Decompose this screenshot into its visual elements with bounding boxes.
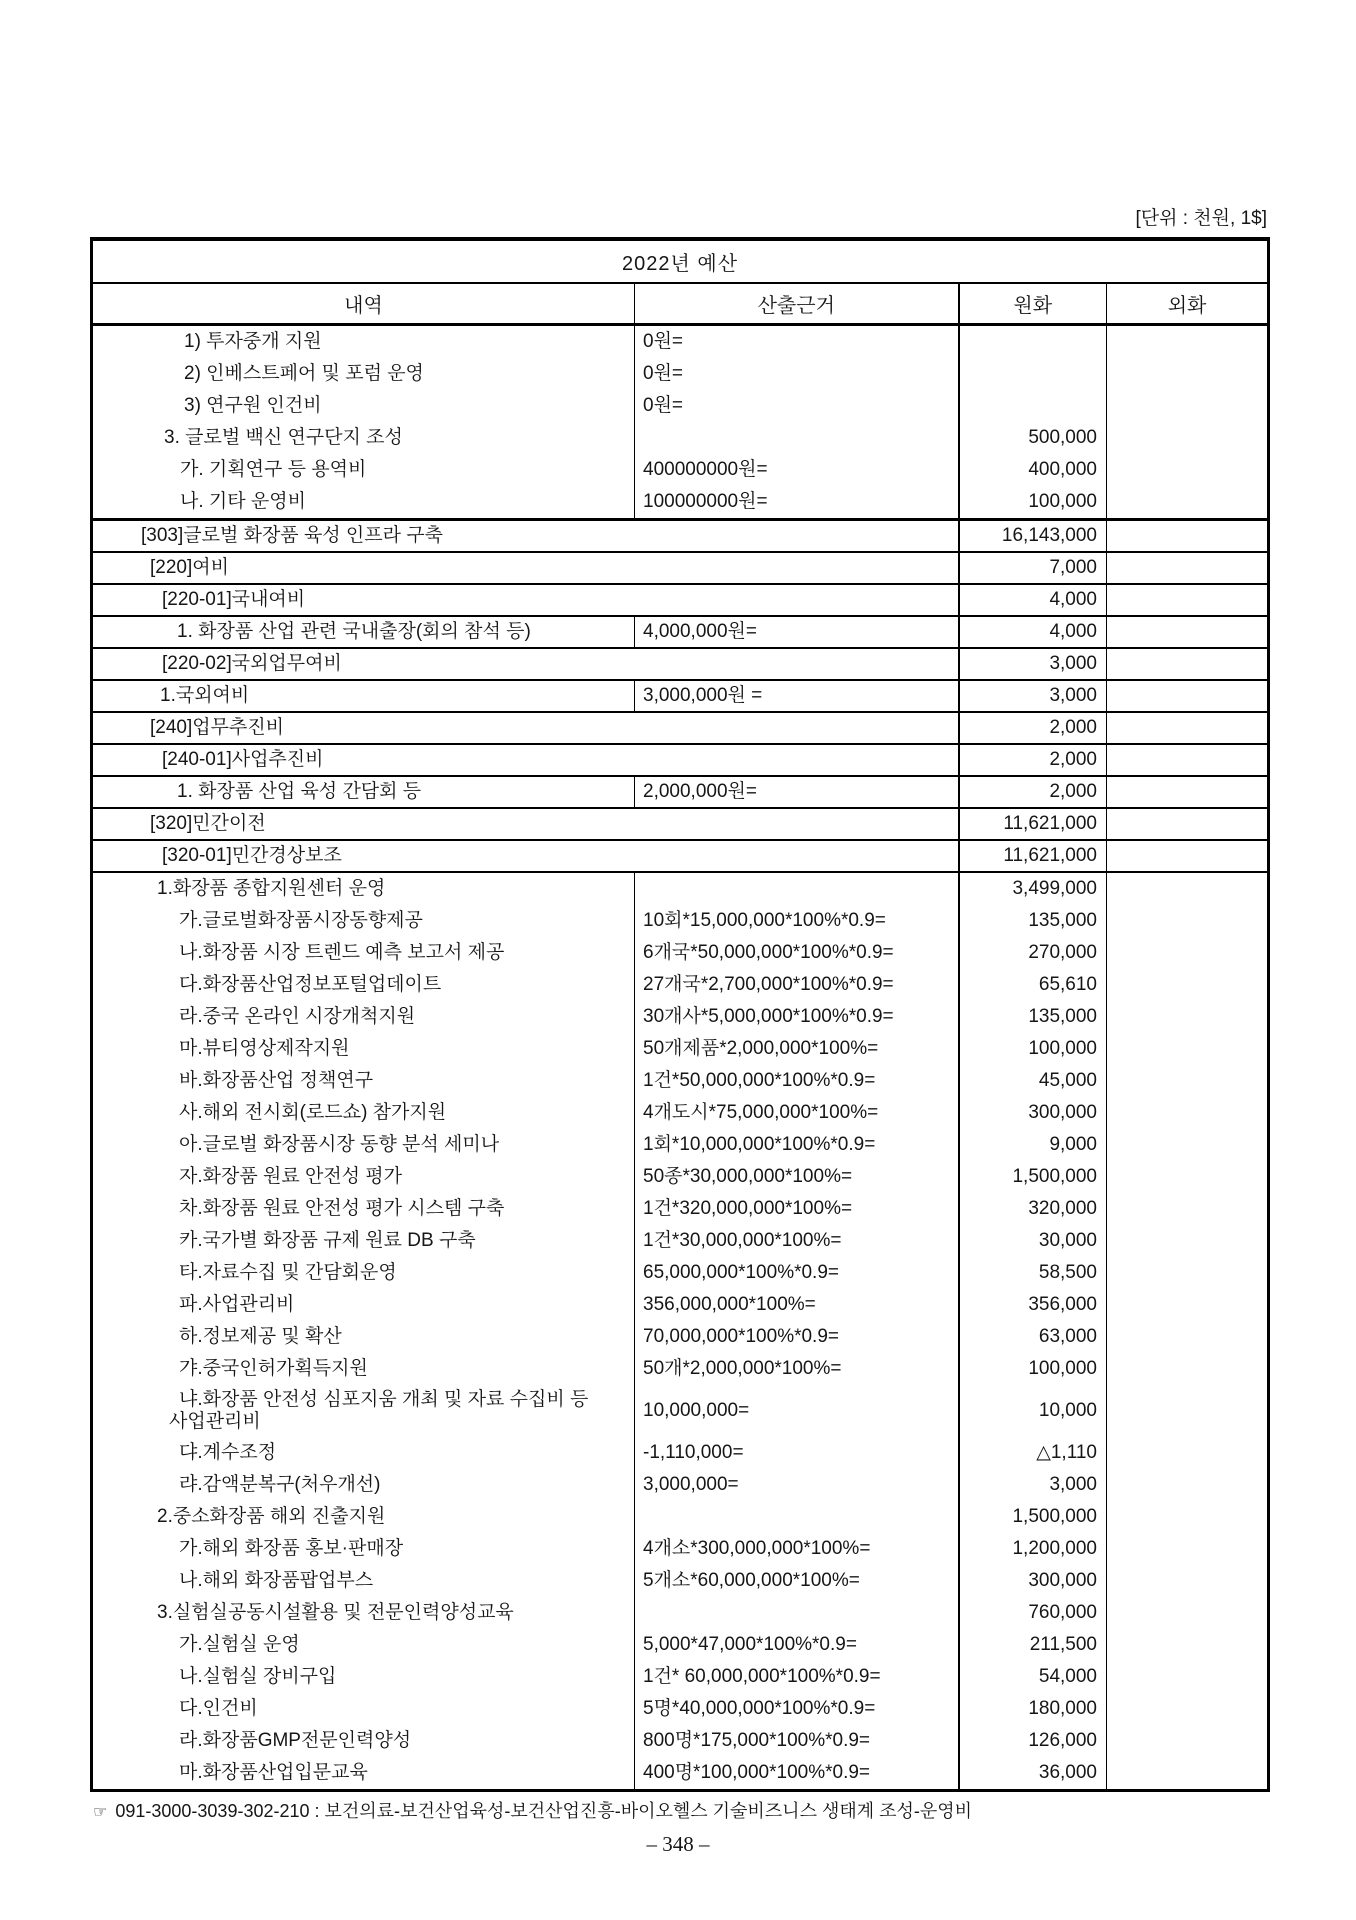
krw-amount: 11,621,000 [959,808,1107,840]
calculation-basis: 6개국*50,000,000*100%*0.9= [643,942,894,963]
foreign-currency-cell [1107,552,1269,584]
group-calc-cell [635,325,959,520]
foreign-currency-cell [1107,520,1269,553]
krw-amount: 2,000 [959,776,1107,808]
item-row [92,680,1269,712]
column-header-calculation-basis: 산출근거 [635,283,959,325]
section-title: [320-01]민간경상보조 [92,840,959,872]
item-title: 나.화장품 시장 트렌드 예측 보고서 제공 [179,942,505,963]
item-title: 1.화장품 종합지원센터 운영 [157,878,386,899]
foreign-currency-cell [1107,712,1269,744]
item-title: 나.해외 화장품팝업부스 [179,1570,374,1591]
pointing-finger-icon: ☞ [93,1804,108,1821]
calculation-basis: 400000000원= [643,459,768,480]
calculation-basis: 356,000,000*100%= [643,1294,816,1315]
item-title: 3) 연구원 인건비 [184,395,322,416]
item-title: 차.화장품 원료 안전성 평가 시스템 구축 [179,1198,505,1219]
calculation-basis: 5개소*60,000,000*100%= [643,1570,860,1591]
calculation-basis [635,422,958,454]
footnote [93,1797,972,1823]
krw-amount: 300,000 [1028,1102,1097,1123]
section-row [92,648,1269,680]
krw-amount: 30,000 [1038,1230,1097,1251]
calculation-basis: 0원= [643,395,684,416]
item-title: 2) 인베스트페어 및 포럼 운영 [184,363,424,384]
krw-amount: 135,000 [1028,910,1097,931]
item-title-line1: 냐.화장품 안전성 심포지움 개최 및 자료 수집비 등 [179,1389,589,1410]
item-title: 가.해외 화장품 홍보·판매장 [179,1538,404,1559]
calculation-basis: 3,000,000원 = [635,680,959,712]
section-title: [240-01]사업추진비 [92,744,959,776]
calculation-basis: 5,000*47,000*100%*0.9= [643,1634,857,1655]
calculation-basis: 50개제품*2,000,000*100%= [643,1038,879,1059]
item-title: 타.자료수집 및 간담회운영 [179,1262,397,1283]
item-title: 다.인건비 [179,1698,258,1719]
calculation-basis: 100000000원= [643,491,768,512]
calculation-basis: 70,000,000*100%*0.9= [643,1326,839,1347]
item-row [92,616,1269,648]
foreign-currency-cell [1107,648,1269,680]
section-title: [320]민간이전 [92,808,959,840]
item-title: 1. 화장품 산업 육성 간담회 등 [92,776,635,808]
item-title: 가.글로벌화장품시장동향제공 [179,910,423,931]
group-calc-cell [635,872,959,1791]
krw-amount [960,390,1107,422]
krw-amount: 211,500 [1029,1634,1097,1655]
calculation-basis: 1건*30,000,000*100%= [643,1230,842,1251]
footnote-text: 091-3000-3039-302-210 : 보건의료-보건산업육성-보건산업진흥-바이오헬스 기술비즈니스 생태계 조성-운영비 [115,1801,973,1821]
foreign-currency-cell [1107,840,1269,872]
calculation-basis: 1건* 60,000,000*100%*0.9= [643,1666,881,1687]
calculation-basis: 4개도시*75,000,000*100%= [643,1102,879,1123]
item-title: 3. 글로벌 백신 연구단지 조성 [164,427,403,448]
section-row [92,808,1269,840]
krw-amount: 126,000 [1028,1730,1097,1751]
item-title: 하.정보제공 및 확산 [179,1326,342,1347]
krw-amount: 135,000 [1028,1006,1097,1027]
krw-amount: 3,499,000 [1012,878,1097,899]
calculation-basis: 27개국*2,700,000*100%*0.9= [643,974,894,995]
item-title: 2.중소화장품 해외 진출지원 [157,1506,386,1527]
krw-amount: 4,000 [959,584,1107,616]
krw-amount: 500,000 [1028,427,1097,448]
foreign-currency-cell [1107,680,1269,712]
section-row [92,744,1269,776]
calculation-basis: 10,000,000= [643,1400,750,1421]
krw-amount: 320,000 [1028,1198,1097,1219]
item-title: 1) 투자중개 지원 [184,331,322,352]
calculation-basis: 50개*2,000,000*100%= [643,1358,842,1379]
krw-amount: 270,000 [1028,942,1097,963]
section-row [92,840,1269,872]
section-title: [220-02]국외업무여비 [92,648,959,680]
item-row [92,776,1269,808]
line-item [93,1385,634,1437]
item-title: 3.실험실공동시설활용 및 전문인력양성교육 [157,1602,514,1623]
item-title: 사.해외 전시회(로드쇼) 참가지원 [179,1102,447,1123]
calculation-basis: 3,000,000= [643,1474,739,1495]
calculation-basis: 1건*320,000,000*100%= [643,1198,853,1219]
item-title: 마.화장품산업입문교육 [179,1762,368,1783]
krw-amount: 16,143,000 [959,520,1107,553]
group-row [92,872,1269,1791]
item-title: 댜.계수조정 [179,1442,277,1463]
krw-amount: 1,500,000 [1012,1166,1097,1187]
krw-amount: 63,000 [1038,1326,1097,1347]
group-krw-cell [959,872,1107,1791]
krw-amount: 36,000 [1038,1762,1097,1783]
calculation-basis: 2,000,000원= [635,776,959,808]
column-header-detail: 내역 [92,283,635,325]
foreign-currency-cell [1107,776,1269,808]
calculation-basis: 10회*15,000,000*100%*0.9= [643,910,886,931]
krw-amount: 3,000 [959,680,1107,712]
calculation-basis: 0원= [643,331,684,352]
calculation-basis: 4,000,000원= [635,616,959,648]
krw-amount: 100,000 [1028,1358,1097,1379]
krw-amount: 100,000 [1028,1038,1097,1059]
item-title: 아.글로벌 화장품시장 동향 분석 세미나 [179,1134,500,1155]
calculation-basis: 4개소*300,000,000*100%= [643,1538,871,1559]
item-title: 1.국외여비 [92,680,635,712]
krw-amount: 45,000 [1038,1070,1097,1091]
krw-amount: 180,000 [1028,1698,1097,1719]
krw-amount: △1,110 [1036,1442,1097,1463]
page-number: – 348 – [646,1832,710,1856]
krw-amount: 100,000 [1028,491,1097,512]
item-title: 바.화장품산업 정책연구 [179,1070,374,1091]
foreign-currency-cell [1107,872,1269,1791]
calculation-basis: 1회*10,000,000*100%*0.9= [643,1134,876,1155]
krw-amount: 4,000 [959,616,1107,648]
item-title: 랴.감액분복구(처우개선) [179,1474,381,1495]
calculation-basis: -1,110,000= [643,1442,744,1463]
calculation-basis [635,1597,958,1629]
item-title: 라.화장품GMP전문인력양성 [179,1730,412,1751]
item-title: 갸.중국인허가획득지원 [179,1358,368,1379]
foreign-currency-cell [1107,584,1269,616]
foreign-currency-cell [1107,325,1269,520]
item-title-line2: 사업관리비 [169,1411,261,1432]
calculation-basis: 5명*40,000,000*100%*0.9= [643,1698,876,1719]
group-detail-cell [92,872,635,1791]
calculation-basis: 65,000,000*100%*0.9= [643,1262,839,1283]
item-title: 가.실험실 운영 [179,1634,300,1655]
foreign-currency-cell [1107,616,1269,648]
krw-amount: 1,500,000 [1012,1506,1097,1527]
item-title: 다.화장품산업정보포털업데이트 [179,974,442,995]
krw-amount [960,358,1107,390]
calculation-basis: 30개사*5,000,000*100%*0.9= [643,1006,894,1027]
krw-amount: 3,000 [959,648,1107,680]
krw-amount: 54,000 [1038,1666,1097,1687]
krw-amount: 356,000 [1028,1294,1097,1315]
krw-amount: 300,000 [1028,1570,1097,1591]
krw-amount: 65,610 [1038,974,1097,995]
item-title: 가. 기획연구 등 용역비 [180,459,367,480]
krw-amount: 11,621,000 [959,840,1107,872]
item-title: 라.중국 온라인 시장개척지원 [179,1006,416,1027]
section-title: [303]글로벌 화장품 육성 인프라 구축 [92,520,959,553]
section-row [92,520,1269,553]
calculation-basis: 800명*175,000*100%*0.9= [643,1730,871,1751]
krw-amount: 760,000 [1028,1602,1097,1623]
table-title: 2022년 예산 [92,239,1269,283]
krw-amount: 2,000 [959,712,1107,744]
item-title: 1. 화장품 산업 관련 국내출장(회의 참석 등) [92,616,635,648]
calculation-basis: 1건*50,000,000*100%*0.9= [643,1070,876,1091]
item-title: 자.화장품 원료 안전성 평가 [179,1166,403,1187]
krw-amount: 1,200,000 [1012,1538,1097,1559]
section-row [92,712,1269,744]
calculation-basis: 50종*30,000,000*100%= [643,1166,853,1187]
krw-amount [960,326,1107,358]
section-title: [220-01]국내여비 [92,584,959,616]
unit-label: [단위 : 천원, 1$] [1135,208,1267,229]
item-title: 카.국가별 화장품 규제 원료 DB 구축 [179,1230,476,1251]
calculation-basis: 400명*100,000*100%*0.9= [643,1762,871,1783]
budget-table [90,237,1270,1792]
table-title-row [92,239,1269,283]
krw-amount: 400,000 [1028,459,1097,480]
calculation-basis: 0원= [643,363,684,384]
section-row [92,552,1269,584]
krw-amount: 3,000 [1049,1474,1097,1495]
group-row [92,325,1269,520]
calculation-basis [635,873,958,905]
item-title: 나. 기타 운영비 [180,491,306,512]
item-title: 나.실험실 장비구입 [179,1666,337,1687]
krw-amount: 2,000 [959,744,1107,776]
table-body [92,325,1269,1791]
section-title: [220]여비 [92,552,959,584]
group-detail-cell [92,325,635,520]
group-krw-cell [959,325,1107,520]
foreign-currency-cell [1107,744,1269,776]
krw-amount: 7,000 [959,552,1107,584]
section-row [92,584,1269,616]
column-header-foreign-currency: 외화 [1107,283,1269,325]
krw-amount: 10,000 [1038,1400,1097,1421]
item-title: 마.뷰티영상제작지원 [179,1038,350,1059]
column-header-krw: 원화 [959,283,1107,325]
calculation-basis [635,1501,958,1533]
foreign-currency-cell [1107,808,1269,840]
section-title: [240]업무추진비 [92,712,959,744]
item-title: 파.사업관리비 [179,1294,295,1315]
table-header-row [92,283,1269,325]
krw-amount: 9,000 [1049,1134,1097,1155]
krw-amount: 58,500 [1038,1262,1097,1283]
